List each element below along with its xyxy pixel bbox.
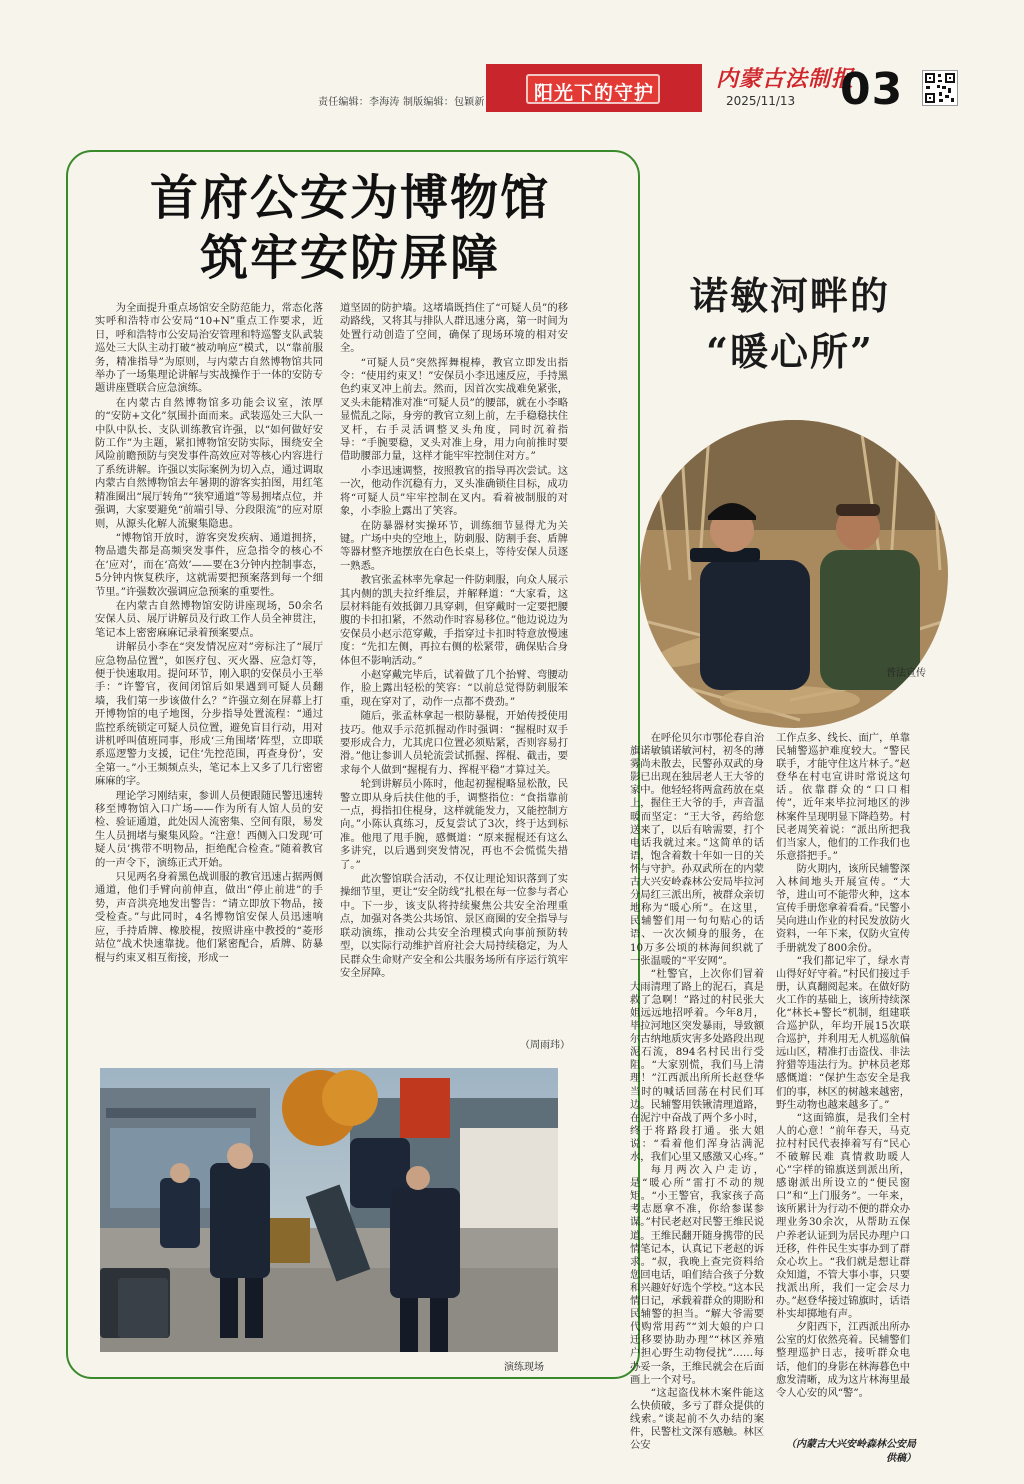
issue-date: 2025/11/13 [726, 94, 796, 108]
headline-line-2: “暖心所” [706, 329, 874, 374]
paragraph: “这面锦旗，是我们全村人的心意！”前年春天，马克拉村村民代表捧着写有“民心不破解民难 真情救助暖人心”字样的锦旗送到派出所，感谢派出所设立的“便民窗口”和“上门服务”。一年来，该所累计为行动不便的群众办理业务30余次，从帮助五保户养老认证到为居民办理户口迁移，件件民生实事办到了群众心坎上。“我们就是想让群众知道，不管大事小事，只要找派出所，我们一定会尽力办。”赵登华接过锦旗时，话语朴实却掷地有声。 [776, 1111, 910, 1321]
cornfield-photo [640, 420, 948, 728]
paragraph: 只见两名身着黑色战训服的教官迅速占据两侧通道，他们手臂向前伸直，做出“停止前进”的手势，声音洪亮地发出警告：“请立即放下物品，接受检查。”与此同时，4名博物馆安保人员迅速响应，手持盾牌、橡胶棍，按照讲座中教授的“菱形站位”战术快速靠拢。他们紧密配合，盾牌、防暴棍与约束叉相互衔接，形成一 [95, 871, 323, 964]
paragraph: “博物馆开放时，游客突发疾病、通道拥挤，物品遗失都是高频突发事件，应急指令的核心不在‘应对’，而在‘高效’——要在3分钟内控制事态，5分钟内恢复秩序，这就需要把预案落到每一个细节里。”许强数次强调应急预案的重要性。 [95, 531, 323, 598]
headline-line-2: 筑牢安防屏障 [199, 230, 500, 286]
paragraph: 每月两次入户走访，是“暖心所”雷打不动的规矩。“小王警官，我家孩子高考志愿拿不准，你给参谋参谋。”村民老赵对民警王维民说道。王维民翻开随身携带的民情笔记本，认真记下老赵的诉求。“叔，我晚上查完资料给您回电话，咱们结合孩子分数和兴趣好好选个学校。”这本民情日记，承载着群众的期盼和民辅警的担当。“解大爷需要代购常用药”“刘大娘的户口迁移要协助办理”“林区养殖户担心野生动物侵扰”……每办妥一条，王维民就会在后面画上一个对号。 [630, 1164, 764, 1386]
paragraph: 教官张孟林率先拿起一件防刺服，向众人展示其内侧的凯夫拉纤维层，并解释道：“大家看，这层材料能有效抵御刀具穿刺，但穿戴时一定要把腰腹的卡扣扣紧，不然动作时容易移位。”他边说边为安保员小赵示范穿戴，手指穿过卡扣时特意放慢速度：“先扣左侧，再拉右侧的松紧带，确保贴合身体但不影响活动。” [340, 574, 568, 667]
article-2-column-2 [776, 732, 910, 1400]
article-2-column-1 [630, 732, 764, 1452]
article-column-2 [340, 302, 568, 981]
paragraph: “可疑人员”突然挥舞棍棒，教官立即发出指令：“使用约束叉！”安保员小李迅速反应，手持黑色约束叉冲上前去。然而，因首次实战难免紧张，叉头未能精准对准“可疑人员”的腰部，就在小李略显慌乱之际，身旁的教官立刻上前，左手稳稳扶住叉杆，右手灵活调整叉头角度，同时沉着指导：“手腕要稳，叉头对准上身，用力向前推时要借助腰部力量，这样才能牢牢控制住对方。” [340, 356, 568, 463]
paragraph: “我们都记牢了，绿水青山得好好守着。”村民们接过手册，认真翻阅起来。在做好防火工作的基础上，该所持续深化“林长+警长”机制，组建联合巡护队，年均开展15次联合巡护，并利用无人机巡航偏远山区，精准打击盗伐、非法狩猎等违法行为。护林员老郑感慨道：“保护生态安全是我们的事，林区的树越来越密，野生动物也越来越多了。” [776, 954, 910, 1111]
paragraph: 理论学习刚结束，参训人员便跟随民警迅速转移至博物馆入口广场——作为所有人馆人员的安检、验证通道，此处因人流密集、空间有限，易发生人员拥堵与聚集风险。“注意！西侧入口发现‘可疑人员’携带不明物品，拒绝配合检查。”随着教官的一声令下，演练正式开始。 [95, 789, 323, 869]
drill-photo [100, 1068, 558, 1352]
qr-code-icon [922, 70, 958, 106]
paragraph: 为全面提升重点场馆安全防范能力，常态化落实呼和浩特市公安局“10+N”重点工作要求，近日，呼和浩特市公安局治安管理和特巡警支队武装巡处三大队主动打破“被动响应”模式，以“靠前服务，精准指导”为原则，与内蒙古自然博物馆共同举办了一场集理论讲解与实战操作于一体的安防专题讲座暨联合应急演练。 [95, 302, 323, 395]
paragraph: 在呼伦贝尔市鄂伦春自治旗诺敏镇诺敏河村，初冬的薄雾尚未散去，民警孙双武的身影已出现在独居老人王大爷的家中。他轻轻将两盒药放在桌上，握住王大爷的手，声音温暖而坚定：“王大爷，药给您送来了，以后有啥需要，打个电话我就过来。”这简单的话语，饱含着数十年如一日的关怀与守护。孙双武所在的内蒙古大兴安岭森林公安局毕拉河分局红三派出所，被群众亲切地称为“暖心所”。在这里，民辅警们用一句句贴心的话语、一次次倾身的服务，在10万多公顷的林海间织就了一张温暖的“平安网”。 [630, 732, 764, 967]
paragraph: “杜警官，上次你们冒着大雨清理了路上的泥石，真是救了急啊！”路过的村民张大姐远远地招呼着。今年8月，毕拉河地区突发暴雨，导致额尔古纳地质灾害多处路段出现泥石流，894名村民出行受阻。“大家别慌，我们马上清理！”江西派出所所长赵登华当时的喊话回荡在村民们耳边。民辅警用铁锹清理道路，在泥泞中奋战了两个多小时，终于将路段打通。张大姐说：“看着他们浑身沾满泥水，我们心里又感激又心疼。” [630, 967, 764, 1163]
paragraph: 随后，张孟林拿起一根防暴棍，开始传授使用技巧。他双手示范抓握动作时强调：“握棍时双手要形成合力，尤其虎口位置必须贴紧，否则容易打滑。”他让参训人员轮流尝试抓握、挥棍、截击，要求每个人做到“握棍有力、挥棍平稳”才算过关。 [340, 710, 568, 776]
paragraph: 讲解员小李在“突发情况应对”旁标注了“展厅应急物品位置”，如医疗包、灭火器、应急灯等，便于快速取用。提问环节，刚入职的安保员小王举手：“许警官，夜间闭馆后如果遇到可疑人员翻墙，我们第一步该做什么？”许强立刻在屏幕上打开博物馆的电子地图，分步指导处置流程：“通过监控系统锁定可疑人员位置，避免盲目行动，用对讲机呼叫值班同事，形成‘三角围堵’阵型，立即联系巡逻警力支援，记住‘先控范围，再查身份’，安全第一。”小王频频点头，笔记本上又多了几行密密麻麻的字。 [95, 641, 323, 788]
editors-credit: 责任编辑：李海涛 制版编辑：包颖新 [318, 97, 485, 108]
paragraph: 在内蒙古自然博物馆多功能会议室，浓厚的“安防+文化”氛围扑面而来。武装巡处三大队一中队中队长、支队训练教官许强，以“如何做好安防工作”为主题，紧扣博物馆安防实际，围绕安全风险前瞻预防与突发事件高效应对等核心内容进行了系统讲解。许强以实际案例为切入点，通过调取内蒙古自然博物馆去年暑期的游客实拍图，用红笔精准圈出“展厅转角”“狭窄通道”等易拥堵点位，并强调，大家要避免“前端引导、分段限流”的应对原则，从源头化解人流聚集隐患。 [95, 396, 323, 530]
paragraph: “这起盗伐林木案件能这么快侦破，多亏了群众提供的线索。”谈起前不久办结的案件，民警杜文深有感触。林区公安 [630, 1386, 764, 1452]
headline-line-1: 诺敏河畔的 [689, 273, 890, 318]
page-number: 03 [840, 64, 904, 115]
paragraph: 工作点多、线长、面广，单靠民辅警巡护难度较大。“警民联手，才能守住这片林子。”赵登华在村屯宣讲时常说这句话。依靠群众的“口口相传”，近年来毕拉河地区的涉林案件呈现明显下降趋势。村民老周笑着说：“派出所把我们当家人，他们的工作我们也乐意搭把手。” [776, 732, 910, 862]
paragraph: 小李迅速调整，按照教官的指导再次尝试。这一次，他动作沉稳有力，叉头准确锁住目标，成功将“可疑人员”牢牢控制在叉内。看着被制服的对象，小李脸上露出了笑容。 [340, 464, 568, 518]
article-headline-2 [640, 268, 940, 380]
paragraph: 道坚固的防护墙。这堵墙既挡住了“可疑人员”的移动路线，又将其与排队人群迅速分离，第一时间为处置行动创造了空间，确保了现场环境的相对安全。 [340, 302, 568, 355]
paragraph: 在防暴器材实操环节，训练细节显得尤为关键。广场中央的空地上，防刺服、防割手套、盾牌等器材整齐地摆放在白色长桌上，等待安保人员逐一熟悉。 [340, 519, 568, 572]
photo-caption: 演练现场 [504, 1362, 544, 1373]
photo-caption-2: 普法宣传 [886, 668, 926, 679]
paragraph: 此次警馆联合活动，不仅让理论知识落到了实操细节里，更让“安全防线”扎根在每一位参与者心中。下一步，该支队将持续聚焦公共安全治理重点，加强对各类公共场馆、景区商圈的安全指导与联动演练，推动公共安全治理模式向事前预防转型，以实际行动维护首府社会大局持续稳定，为人民群众生命财产安全和公共服务场所有序运行筑牢安全屏障。 [340, 873, 568, 979]
article-headline [100, 168, 600, 288]
paragraph: 小赵穿戴完毕后，试着做了几个抬臂、弯腰动作，脸上露出轻松的笑容：“以前总觉得防刺服笨重，现在穿对了，动作一点都不费劲。” [340, 668, 568, 708]
paragraph: 轮到讲解员小陈时，他起初握棍略显松散，民警立即从身后扶住他的手，调整指位：“食指靠前一点，拇指扣住棍身，这样就能发力，又能控制方向。”小陈认真练习，反复尝试了3次，终于达到标准。他甩了甩手腕，感慨道：“原来握棍还有这么多讲究，以后遇到突发情况，再也不会慌慌失措了。” [340, 778, 568, 871]
paragraph: 夕阳西下，江西派出所办公室的灯依然亮着。民辅警们整理巡护日志，接听群众电话，他们的身影在林海暮色中愈发清晰，成为这片林海里最令人心安的风“警”。 [776, 1321, 910, 1399]
section-banner [486, 64, 702, 112]
section-title: 阳光下的守护 [533, 82, 654, 104]
newspaper-logo: 内蒙古法制报 [716, 66, 855, 92]
article-2-byline: （内蒙古大兴安岭森林公安局供稿） [786, 1439, 916, 1464]
headline-line-1: 首府公安为博物馆 [149, 170, 550, 226]
article-column-1 [95, 302, 323, 966]
paragraph: 在内蒙古自然博物馆安防讲座现场，50余名安保人员、展厅讲解员及行政工作人员全神贯注，笔记本上密密麻麻记录着预案要点。 [95, 599, 323, 639]
paragraph: 防火期内，该所民辅警深入林间地头开展宣传。“大爷，进山可不能带火种，这本宣传手册您拿着看看。”民警小吴向进山作业的村民发放防火资料，一年下来，仅防火宣传手册就发了800余份。 [776, 862, 910, 954]
article-byline: （周雨玮） [520, 1040, 570, 1051]
